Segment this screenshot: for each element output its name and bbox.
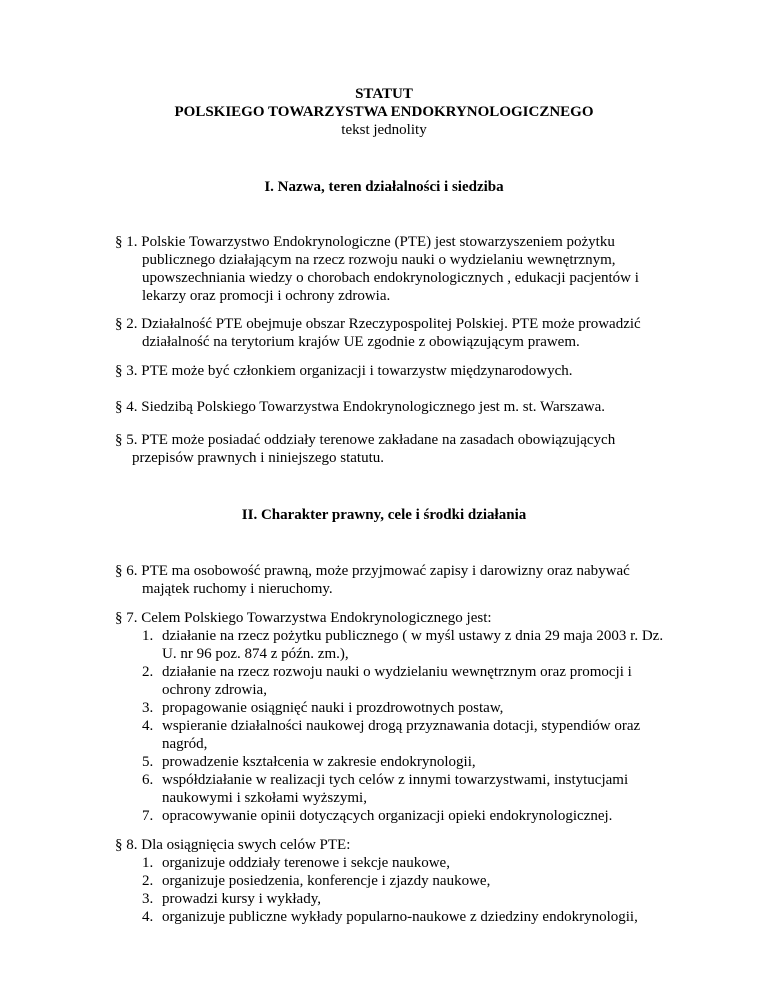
list-item-text: działanie na rzecz pożytku publicznego ( w myśl ustawy z dnia 29 maja 2003 r. Dz. — [162, 628, 664, 644]
paragraph-2-line-1: § 2. Działalność PTE obejmuje obszar Rzeczypospolitej Polskiej. PTE może prowadzić — [115, 316, 641, 332]
paragraph-1-line-4: lekarzy oraz promocji i ochrony zdrowia. — [142, 288, 391, 304]
list-item-text: współdziałanie w realizacji tych celów z innymi towarzystwami, instytucjami — [162, 772, 629, 788]
list-item-text: propagowanie osiągnięć nauki i prozdrowotnych postaw, — [162, 700, 504, 716]
list-item-text: działanie na rzecz rozwoju nauki o wydzielaniu wewnętrznym oraz promocji i — [162, 664, 632, 680]
list-item-number: 4. — [142, 718, 154, 734]
paragraph-2-line-2: działalność na terytorium krajów UE zgodnie z obowiązującym prawem. — [142, 334, 580, 350]
list-item-number: 4. — [142, 909, 154, 925]
list-item-number: 1. — [142, 628, 154, 644]
paragraph-4: § 4. Siedzibą Polskiego Towarzystwa Endokrynologicznego jest m. st. Warszawa. — [115, 399, 606, 415]
list-item-number: 3. — [142, 891, 154, 907]
paragraph-5-line-2: przepisów prawnych i niniejszego statutu. — [132, 450, 385, 466]
paragraph-8-intro: § 8. Dla osiągnięcia swych celów PTE: — [115, 837, 351, 853]
list-item-text: naukowymi i szkołami wyższymi, — [162, 790, 367, 806]
list-item-text: opracowywanie opinii dotyczących organizacji opieki endokrynologicznej. — [162, 808, 613, 824]
document-title-organization: POLSKIEGO TOWARZYSTWA ENDOKRYNOLOGICZNEGO — [174, 104, 594, 120]
paragraph-1-line-2: publicznego działającym na rzecz rozwoju nauki o wydzielaniu wewnętrznym, — [142, 252, 616, 268]
list-item-text: organizuje posiedzenia, konferencje i zjazdy naukowe, — [162, 873, 491, 889]
list-item-number: 5. — [142, 754, 154, 770]
section-heading-1: I. Nazwa, teren działalności i siedziba — [264, 179, 504, 195]
list-item-text: prowadzenie kształcenia w zakresie endokrynologii, — [162, 754, 476, 770]
list-item-text: wspieranie działalności naukowej drogą przyznawania dotacji, stypendiów oraz — [162, 718, 641, 734]
paragraph-6-line-2: majątek ruchomy i nieruchomy. — [142, 581, 333, 597]
list-item-text: organizuje publiczne wykłady popularno-naukowe z dziedziny endokrynologii, — [162, 909, 638, 925]
paragraph-1-line-3: upowszechniania wiedzy o chorobach endokrynologicznych , edukacji pacjentów i — [142, 270, 639, 286]
list-item-text: ochrony zdrowia, — [162, 682, 267, 698]
list-item-number: 2. — [142, 873, 154, 889]
list-item-text: U. nr 96 poz. 874 z późn. zm.), — [162, 646, 349, 662]
list-item-number: 1. — [142, 855, 154, 871]
paragraph-5-line-1: § 5. PTE może posiadać oddziały terenowe zakładane na zasadach obowiązujących — [115, 432, 616, 448]
list-item-number: 6. — [142, 772, 154, 788]
list-item-text: organizuje oddziały terenowe i sekcje naukowe, — [162, 855, 450, 871]
list-item-text: nagród, — [162, 736, 208, 752]
paragraph-6-line-1: § 6. PTE ma osobowość prawną, może przyjmować zapisy i darowizny oraz nabywać — [115, 563, 630, 579]
paragraph-7-intro: § 7. Celem Polskiego Towarzystwa Endokrynologicznego jest: — [115, 610, 492, 626]
list-item-number: 2. — [142, 664, 154, 680]
paragraph-3: § 3. PTE może być członkiem organizacji i towarzystw międzynarodowych. — [115, 363, 573, 379]
list-item-number: 3. — [142, 700, 154, 716]
paragraph-1-line-1: § 1. Polskie Towarzystwo Endokrynologiczne (PTE) jest stowarzyszeniem pożytku — [115, 234, 615, 250]
list-item-number: 7. — [142, 808, 154, 824]
list-item-text: prowadzi kursy i wykłady, — [162, 891, 321, 907]
document-title: STATUT — [355, 86, 413, 102]
document-subtitle: tekst jednolity — [341, 122, 427, 138]
section-heading-2: II. Charakter prawny, cele i środki działania — [241, 507, 527, 523]
